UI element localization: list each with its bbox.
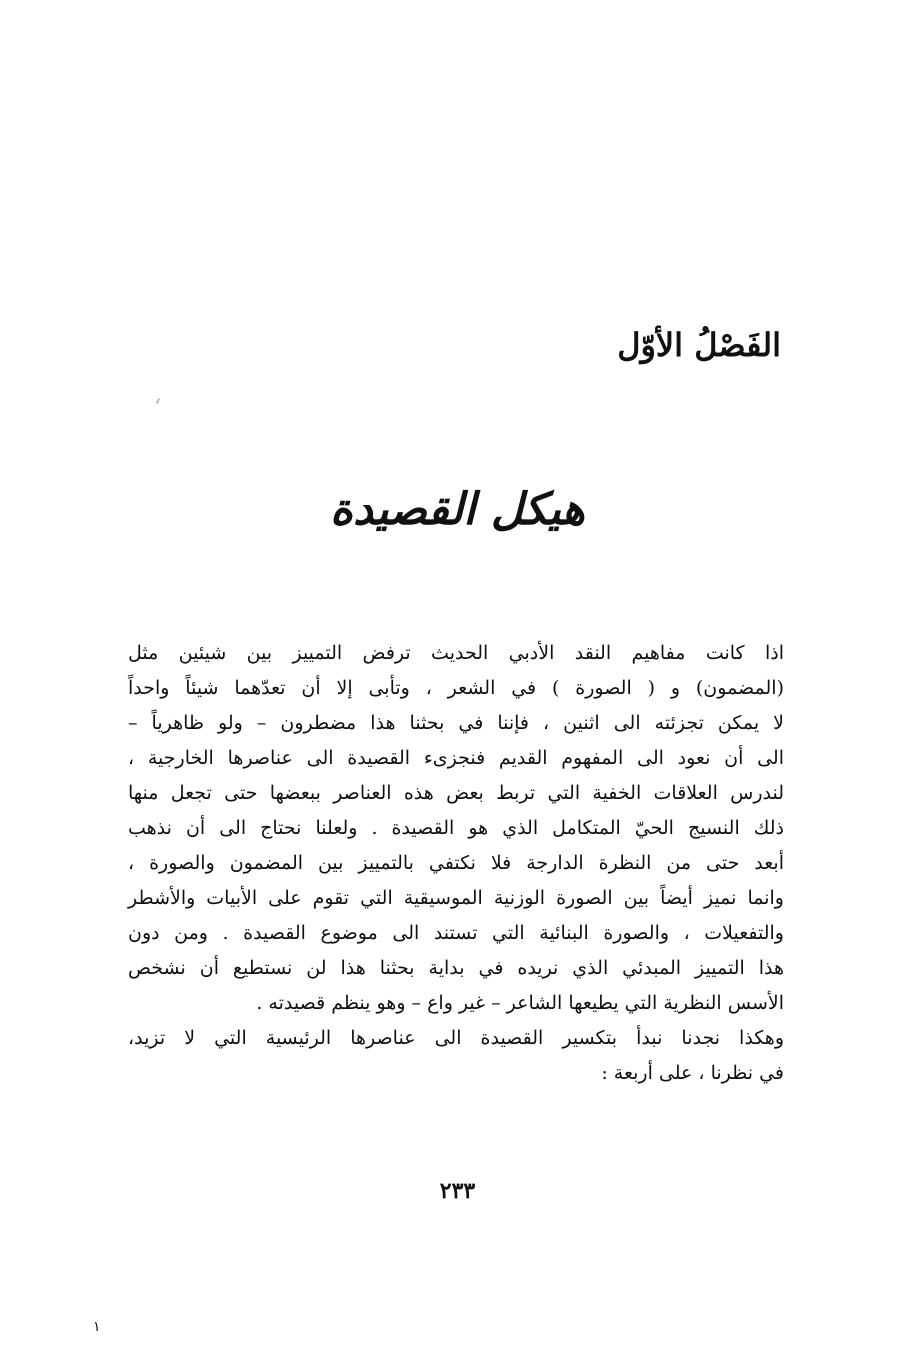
body-line: وهكذا نجدنا نبدأ بتكسير القصيدة الى عناصرها الرئيسية التي لا تزيد،: [128, 1027, 784, 1049]
body-line: اذا كانت مفاهيم النقد الأدبي الحديث ترفض التمييز بين شيئين مثل: [128, 642, 784, 664]
page-number: ٢٣٣: [439, 1178, 476, 1204]
body-line: (المضمون) و ( الصورة ) في الشعر ، وتأبى إلا أن تعدّهما شيئاً واحداً: [128, 677, 784, 699]
body-line: والتفعيلات ، والصورة البنائية التي تستند الى موضوع القصيدة . ومن دون: [128, 922, 784, 944]
margin-mark: ١: [93, 1319, 101, 1335]
body-line: الى أن نعود الى المفهوم القديم فنجزىء القصيدة الى عناصرها الخارجية ،: [128, 747, 784, 769]
body-text: [128, 636, 784, 1091]
paper-speck: [156, 398, 160, 404]
body-line: لندرس العلاقات الخفية التي تربط بعض هذه العناصر ببعضها حتى تجعل منها: [128, 782, 784, 804]
body-line: لا يمكن تجزئته الى اثنين ، فإننا في بحثنا هذا مضطرون – ولو ظاهرياً –: [128, 712, 784, 734]
body-line: ذلك النسيج الحيّ المتكامل الذي هو القصيدة . ولعلنا نحتاج الى أن نذهب: [128, 817, 784, 839]
body-line: هذا التمييز المبدئي الذي نريده في بداية بحثنا هذا لن نستطيع أن نشخص: [128, 957, 784, 979]
chapter-label: الفَصْلُ الأوّل: [617, 326, 781, 364]
chapter-title: هيكل القصيدة: [330, 484, 585, 535]
body-line: الأسس النظرية التي يطيعها الشاعر – غير واع – وهو ينظم قصيدته .: [256, 992, 784, 1014]
body-line: في نظرنا ، على أربعة :: [601, 1062, 784, 1084]
body-line: أبعد حتى من النظرة الدارجة فلا نكتفي بالتمييز بين المضمون والصورة ،: [128, 852, 784, 874]
body-line: وانما نميز أيضاً بين الصورة الوزنية الموسيقية التي تقوم على الأبيات والأشطر: [128, 887, 784, 909]
